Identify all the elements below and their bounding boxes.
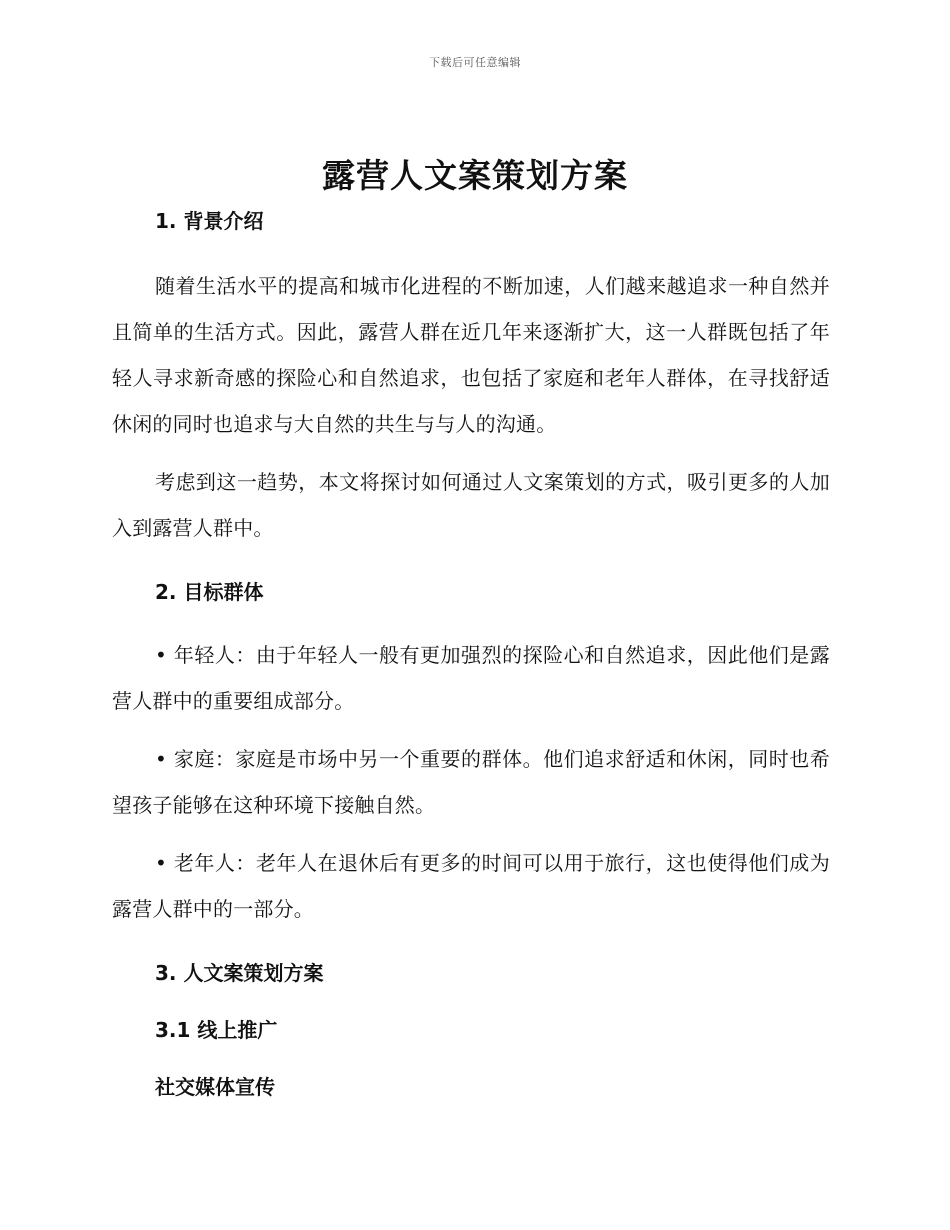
document-body [112, 206, 830, 1102]
section-heading-background: 1. 背景介绍 [155, 209, 264, 233]
background-paragraph-1: 随着生活水平的提高和城市化进程的不断加速，人们越来越追求一种自然并且简单的生活方式。因此，露营人群在近几年来逐渐扩大，这一人群既包括了年轻人寻求新奇感的探险心和自然追求，也包括了家庭和老年人群体，在寻找舒适休闲的同时也追求与大自然的共生与与人的沟通。 [112, 274, 830, 436]
target-item-young: • 年轻人：由于年轻人一般有更加强烈的探险心和自然追求，因此他们是露营人群中的重要组成部分。 [112, 643, 830, 713]
subsection-heading-online: 3.1 线上推广 [155, 1018, 278, 1042]
section-heading-target: 2. 目标群体 [155, 580, 264, 604]
target-item-elderly: • 老年人：老年人在退休后有更多的时间可以用于旅行，这也使得他们成为露营人群中的一部分。 [112, 851, 830, 921]
header-note: 下载后可任意编辑 [429, 56, 521, 69]
section-heading-plan: 3. 人文案策划方案 [155, 961, 324, 985]
subsubsection-heading-social-media: 社交媒体宣传 [155, 1075, 275, 1099]
background-paragraph-2: 考虑到这一趋势，本文将探讨如何通过人文案策划的方式，吸引更多的人加入到露营人群中。 [112, 470, 830, 540]
target-item-family: • 家庭：家庭是市场中另一个重要的群体。他们追求舒适和休闲，同时也希望孩子能够在这种环境下接触自然。 [112, 747, 830, 817]
document-title: 露营人文案策划方案 [322, 156, 628, 195]
